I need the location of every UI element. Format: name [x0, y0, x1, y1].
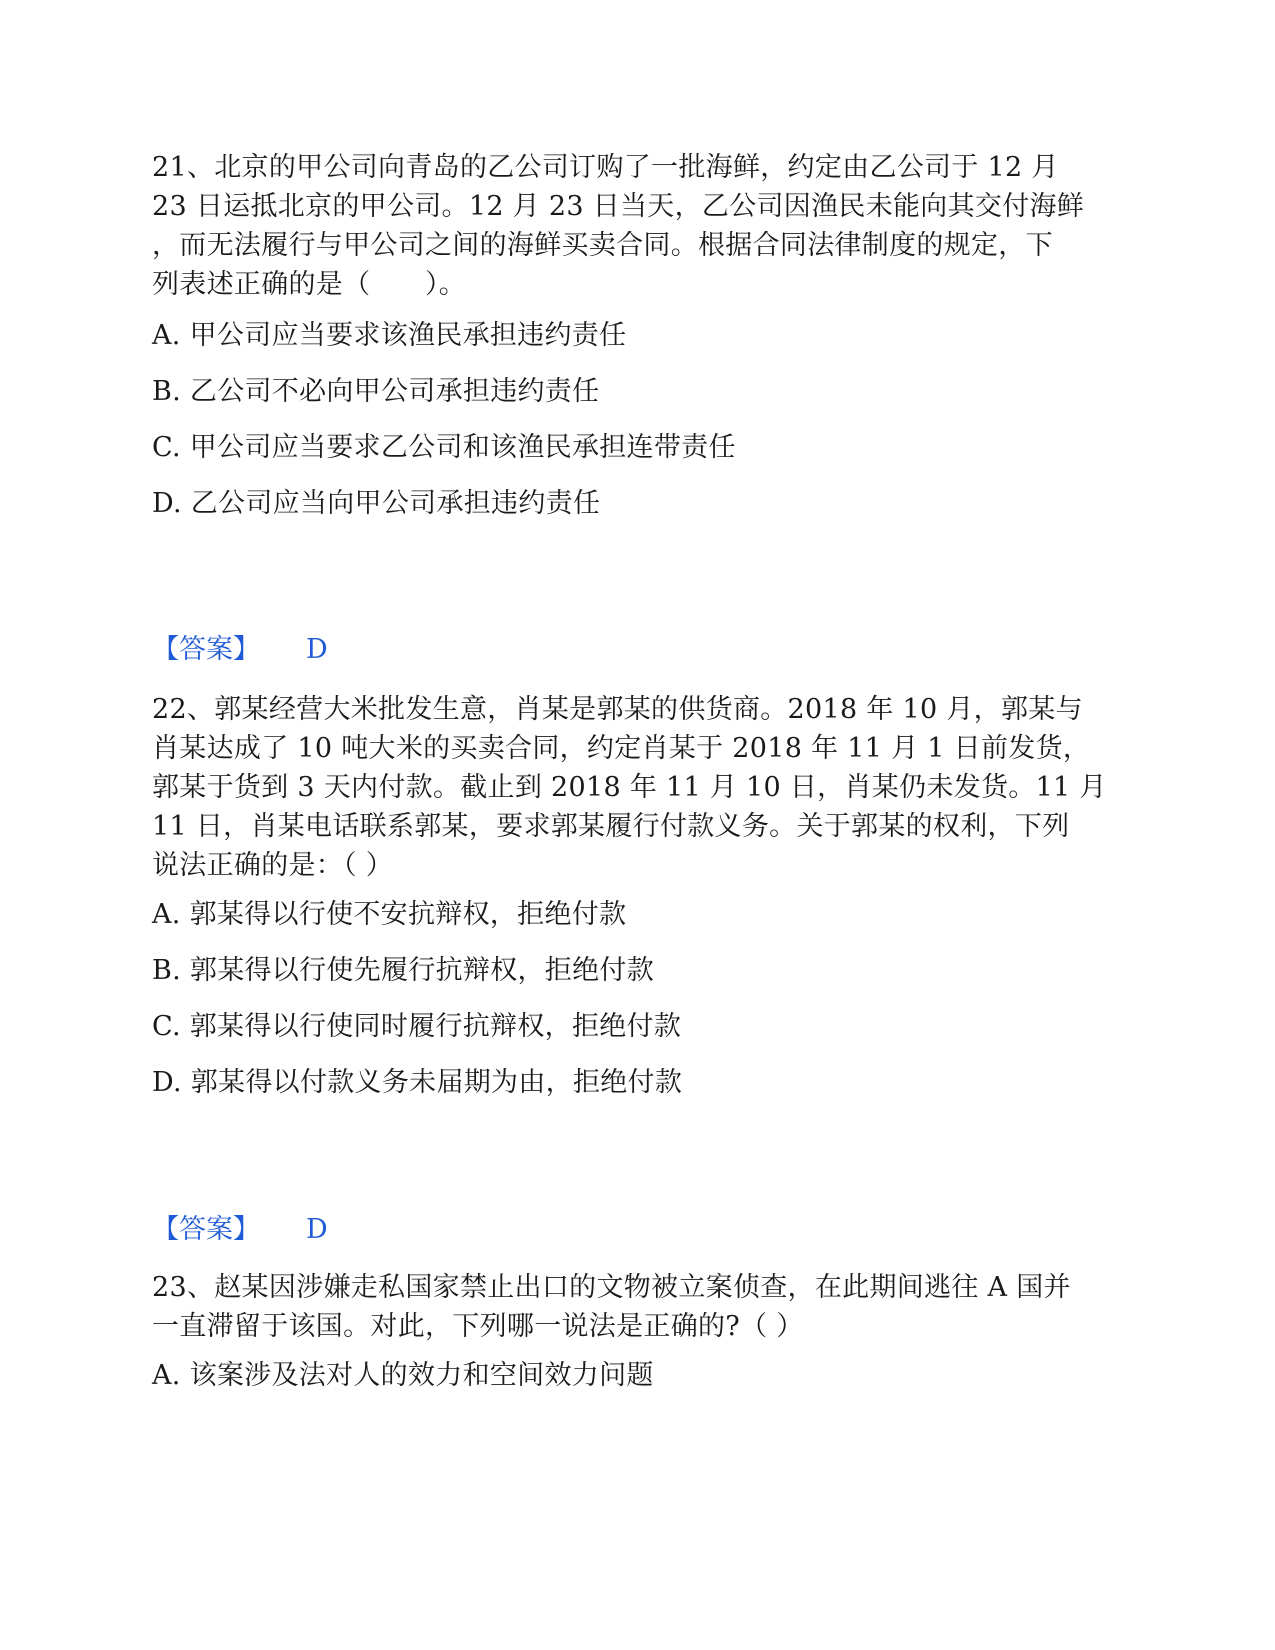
- question-21-option-d: [152, 484, 1132, 523]
- option-text: A. 甲公司应当要求该渔民承担违约责任: [152, 320, 627, 351]
- option-text: A. 郭某得以行使不安抗辩权，拒绝付款: [152, 899, 627, 930]
- answer-22: [152, 1210, 1132, 1249]
- question-22-option-b: [152, 951, 1132, 990]
- question-stem-line: 21、北京的甲公司向青岛的乙公司订购了一批海鲜，约定由乙公司于 12 月: [152, 152, 1059, 183]
- question-stem-line: 23 日运抵北京的甲公司。12 月 23 日当天，乙公司因渔民未能向其交付海鲜: [152, 191, 1085, 222]
- question-23-option-a: [152, 1356, 1132, 1395]
- option-text: C. 甲公司应当要求乙公司和该渔民承担连带责任: [152, 432, 736, 463]
- question-23: [152, 1268, 1132, 1346]
- option-text: B. 郭某得以行使先履行抗辩权，拒绝付款: [152, 955, 655, 986]
- option-text: D. 郭某得以付款义务未届期为由，拒绝付款: [152, 1067, 683, 1098]
- option-text: A. 该案涉及法对人的效力和空间效力问题: [152, 1360, 654, 1391]
- question-22-option-c: [152, 1007, 1132, 1046]
- question-stem-line: 列表述正确的是（ ）。: [152, 269, 467, 300]
- question-stem-line: 肖某达成了 10 吨大米的买卖合同，约定肖某于 2018 年 11 月 1 日前发货，: [152, 733, 1091, 764]
- question-stem-line: ，而无法履行与甲公司之间的海鲜买卖合同。根据合同法律制度的规定，下: [152, 230, 1053, 261]
- question-21-option-b: [152, 372, 1132, 411]
- option-text: C. 郭某得以行使同时履行抗辩权，拒绝付款: [152, 1011, 682, 1042]
- question-stem-line: 一直滞留于该国。对此，下列哪一说法是正确的?（ ）: [152, 1311, 804, 1342]
- answer-label: 【答案】: [152, 634, 260, 665]
- question-22-option-a: [152, 895, 1132, 934]
- answer-label: 【答案】: [152, 1214, 260, 1245]
- question-22: [152, 690, 1132, 885]
- answer-value: D: [306, 1214, 328, 1245]
- question-21-option-a: [152, 316, 1132, 355]
- question-stem-line: 23、赵某因涉嫌走私国家禁止出口的文物被立案侦查，在此期间逃往 A 国并: [152, 1272, 1071, 1303]
- question-stem-line: 说法正确的是：（ ）: [152, 850, 394, 881]
- question-stem-line: 郭某于货到 3 天内付款。截止到 2018 年 11 月 10 日，肖某仍未发货。11 月: [152, 772, 1107, 803]
- question-21: [152, 148, 1132, 304]
- question-stem-line: 22、郭某经营大米批发生意，肖某是郭某的供货商。2018 年 10 月，郭某与: [152, 694, 1083, 725]
- question-21-option-c: [152, 428, 1132, 467]
- answer-21: [152, 630, 1132, 669]
- option-text: B. 乙公司不必向甲公司承担违约责任: [152, 376, 600, 407]
- answer-value: D: [306, 634, 328, 665]
- option-text: D. 乙公司应当向甲公司承担违约责任: [152, 488, 601, 519]
- question-22-option-d: [152, 1063, 1132, 1102]
- question-stem-line: 11 日，肖某电话联系郭某，要求郭某履行付款义务。关于郭某的权利，下列: [152, 811, 1070, 842]
